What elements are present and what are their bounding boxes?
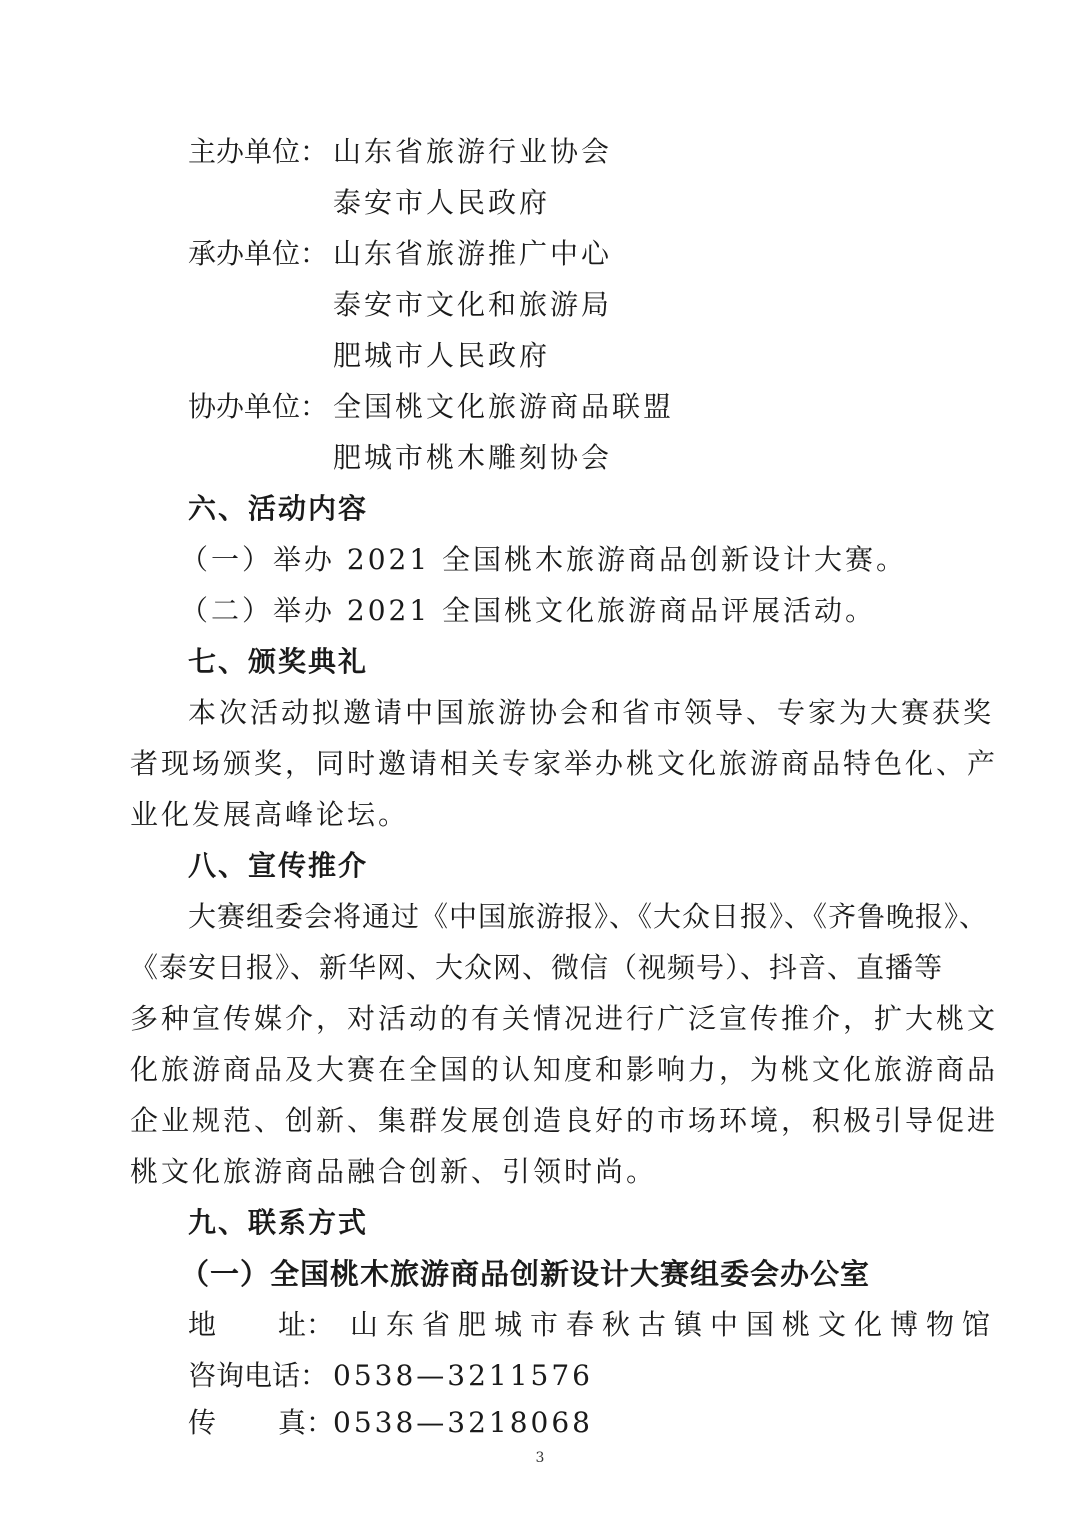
section8-line-3: 多种宣传媒介，对活动的有关情况进行广泛宣传推介，扩大桃文 xyxy=(130,1002,999,1035)
host-unit-2: 泰安市人民政府 xyxy=(333,186,551,219)
section8-line-4: 化旅游商品及大赛在全国的认知度和影响力，为桃文化旅游商品 xyxy=(130,1053,999,1086)
co-organizer-unit-2: 肥城市桃木雕刻协会 xyxy=(333,441,613,474)
phone-label: 咨询电话： xyxy=(188,1359,329,1392)
section6-item-1: （一）举办 2021 全国桃木旅游商品创新设计大赛。 xyxy=(180,543,908,576)
section8-line-1: 大赛组委会将通过《中国旅游报》、《大众日报》、《齐鲁晚报》、 xyxy=(188,900,989,933)
section6-heading: 六、活动内容 xyxy=(188,492,369,525)
section9-heading: 九、联系方式 xyxy=(188,1206,369,1239)
section7-heading: 七、颁奖典礼 xyxy=(188,645,369,678)
section9-subheading: （一）全国桃木旅游商品创新设计大赛组委会办公室 xyxy=(180,1257,871,1291)
address-label-b: 址： xyxy=(278,1308,335,1341)
section8-line-6: 桃文化旅游商品融合创新、引领时尚。 xyxy=(130,1155,658,1188)
address-value: 山东省肥城市春秋古镇中国桃文化博物馆 xyxy=(350,1308,999,1341)
co-organizer-label: 协办单位： xyxy=(188,390,329,423)
section8-line-2: 《泰安日报》、新华网、大众网、微信（视频号）、抖音、直播等 xyxy=(130,951,944,984)
section7-line-1: 本次活动拟邀请中国旅游协会和省市领导、专家为大赛获奖 xyxy=(188,696,995,729)
section6-item-2: （二）举办 2021 全国桃文化旅游商品评展活动。 xyxy=(180,594,877,627)
undertaker-unit-3: 肥城市人民政府 xyxy=(333,339,551,372)
section8-line-5: 企业规范、创新、集群发展创造良好的市场环境，积极引导促进 xyxy=(130,1104,999,1137)
phone-value: 0538—3211576 xyxy=(333,1359,593,1392)
undertaker-unit-1: 山东省旅游推广中心 xyxy=(333,237,613,270)
section7-line-3: 业化发展高峰论坛。 xyxy=(130,798,410,831)
page-number: 3 xyxy=(535,1450,545,1466)
address-label-a: 地 xyxy=(188,1308,217,1341)
section7-line-2: 者现场颁奖，同时邀请相关专家举办桃文化旅游商品特色化、产 xyxy=(130,747,999,780)
fax-label-a: 传 xyxy=(188,1406,217,1439)
section8-heading: 八、宣传推介 xyxy=(188,849,369,882)
host-unit-1: 山东省旅游行业协会 xyxy=(333,135,613,168)
host-label: 主办单位： xyxy=(188,135,329,168)
undertaker-unit-2: 泰安市文化和旅游局 xyxy=(333,288,613,321)
fax-label-b: 真： xyxy=(278,1406,335,1439)
undertaker-label: 承办单位： xyxy=(188,237,329,270)
fax-value: 0538—3218068 xyxy=(333,1406,593,1439)
co-organizer-unit-1: 全国桃文化旅游商品联盟 xyxy=(333,390,675,423)
